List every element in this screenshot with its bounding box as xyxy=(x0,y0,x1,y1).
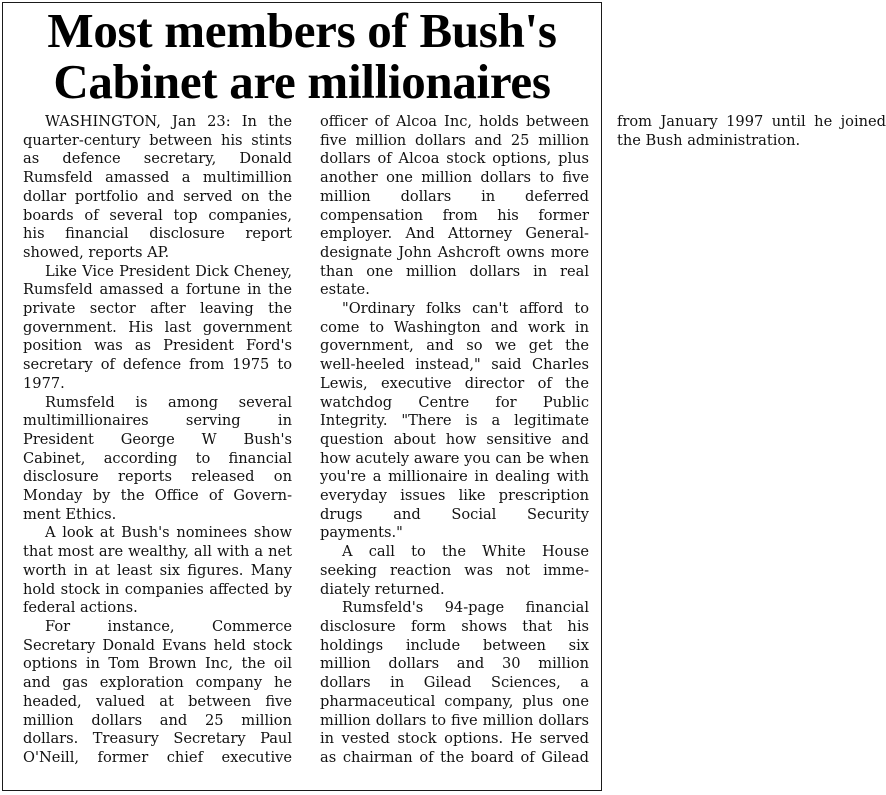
news-clipping xyxy=(2,2,886,791)
article-paragraph: Rumsfeld is among several multimillionaires serving in President George W Bush's Cabinet, according to financial disclosure reports released on Monday by the Office of Government Ethics. xyxy=(23,393,292,523)
article-paragraph: A look at Bush's nominees show that most are wealthy, all with a net worth in at least six figures. Many hold stock in companies affected by federal actions. xyxy=(23,524,292,617)
article-body xyxy=(23,113,886,784)
article-paragraph: For instance, Commerce Secretary Donald Evans held stock options in Tom Brown Inc, the oil and gas exploration company he headed, valued at between five million dollars and 25 million dollars. Treasury Secretary Paul O'Neill, former chief executive officer of Alcoa Inc, holds between five million dollars and 25 million dollars of Alcoa stock options, plus another one million dollars to five million dollars in deferred compensation from his former employer. And Attorney General-designate John Ashcroft owns more than one million dollars in real estate. xyxy=(23,113,589,766)
headline xyxy=(3,3,601,107)
headline-line-2: Cabinet are millionaires xyxy=(53,54,551,109)
article-paragraph: Rumsfeld's 94-page financial disclosure form shows that his holdings include between six million dollars and 30 million dollars in Gilead Sciences, a pharmaceutical company, plus one million dollars to five million dollars in vested stock options. He served as chairman of the board of Gilead from January 1997 until he joined the Bush administration. xyxy=(320,113,886,766)
article-paragraph: WASHINGTON, Jan 23: In the quarter-century between his stints as defence secretary, Donald Rumsfeld amassed a multimillion dollar portfolio and served on the boards of several top companies, his financial disclosure report showed, reports AP. xyxy=(23,113,292,261)
headline-line-1: Most members of Bush's xyxy=(47,3,557,58)
article-paragraph: "Ordinary folks can't afford to come to Washington and work in government, and so we get the well-heeled instead," said Charles Lewis, executive director of the watchdog Centre for Public Integrity. "There is a legitimate question about how sensitive and how acutely aware you can be when you're a millionaire in dealing with everyday issues like prescription drugs and Social Security payments." xyxy=(320,300,589,542)
article-paragraph: A call to the White House seeking reaction was not immediately returned. xyxy=(320,543,589,598)
article-paragraph: Like Vice President Dick Cheney, Rumsfeld amassed a fortune in the private sector after leaving the government. His last government position was as President Ford's secretary of defence from 1975 to 1977. xyxy=(23,262,292,392)
